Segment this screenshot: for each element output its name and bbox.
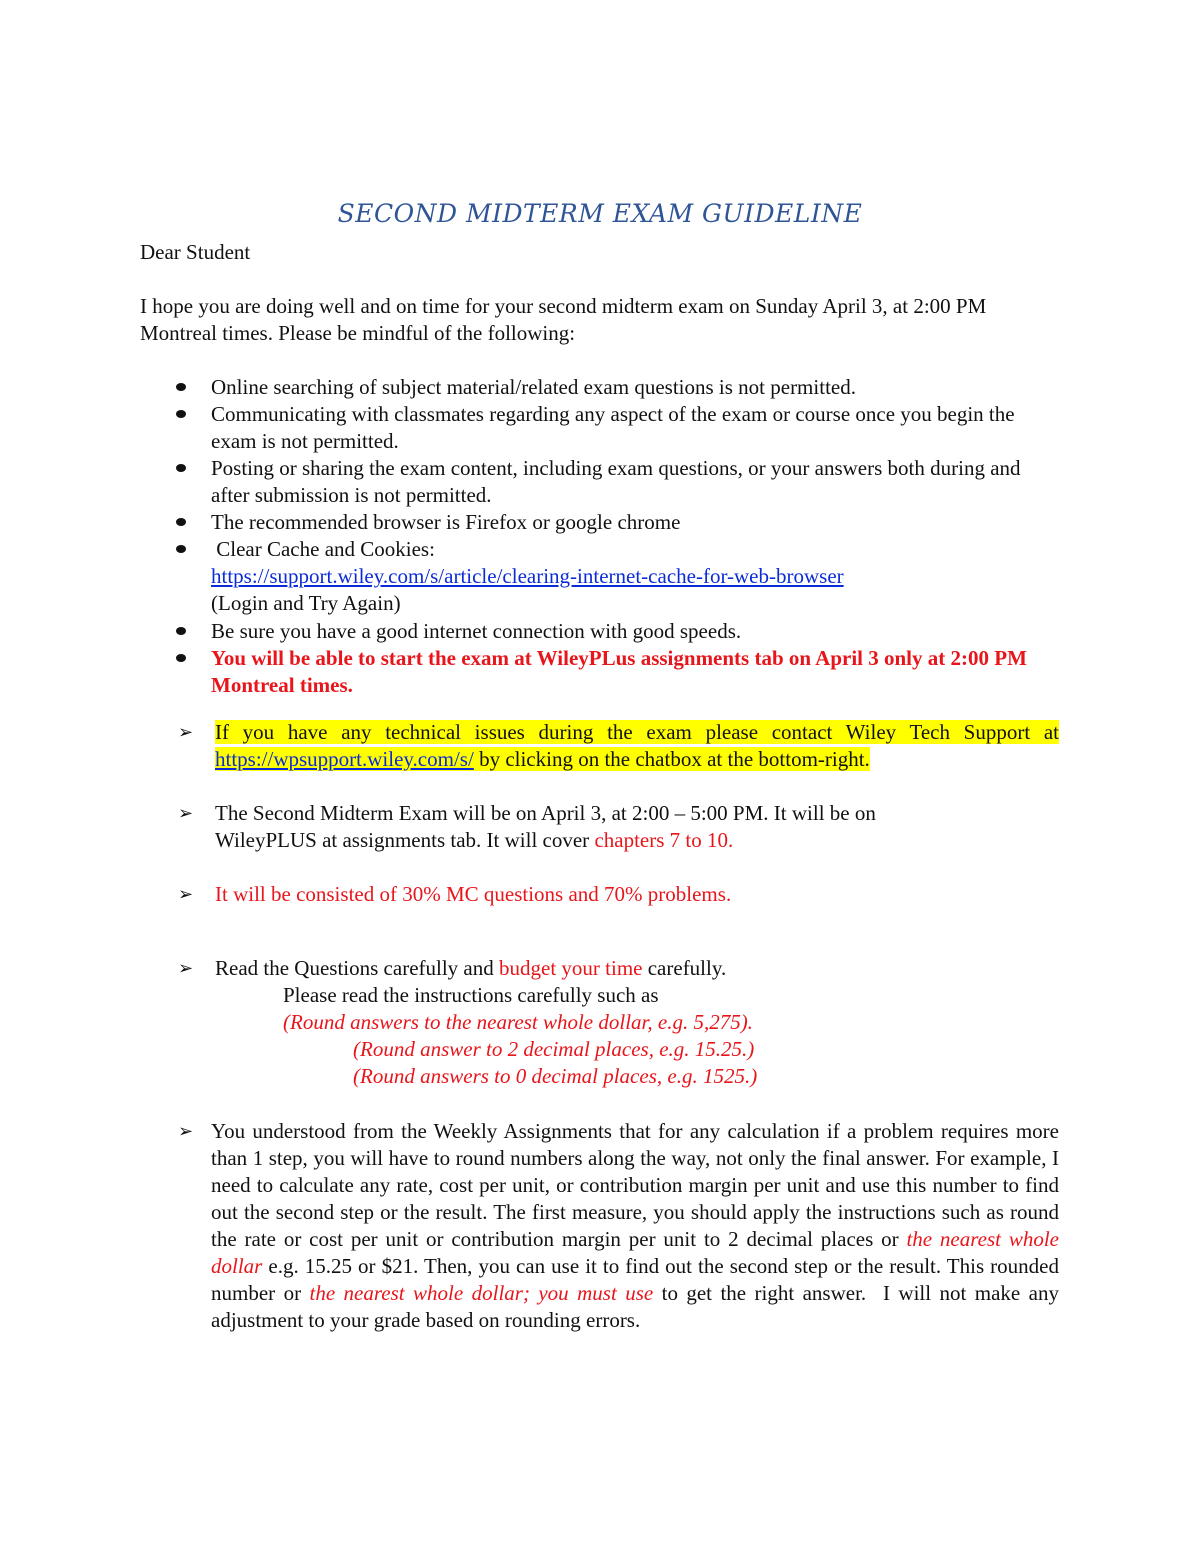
bullet-dot-icon xyxy=(176,383,186,391)
rounding-item xyxy=(211,1118,1065,1334)
example-round-dollar: (Round answers to the nearest whole dollar, e.g. 5,275). xyxy=(283,1010,753,1034)
rounding-text-1: You understood from the Weekly Assignments that for any calculation if a problem requires more than 1 step, you will have to round numbers along the way, not only the final answer. For example, I need to calculate any rate, cost per unit, or contribution margin per unit and use this number to find out the second step or the result. The first measure, you should apply the instructions such as round the rate or cost per unit or contribution margin per unit to 2 decimal places or xyxy=(211,1119,1059,1251)
bullet-item: Posting or sharing the exam content, including exam questions, or your answers both during and after submission is not permitted. xyxy=(211,456,1021,507)
bullet-item: Be sure you have a good internet connection with good speeds. xyxy=(211,619,742,643)
example-round-2-decimals: (Round answer to 2 decimal places, e.g. 15.25.) xyxy=(353,1037,755,1061)
arrow-bullet-icon: ➢ xyxy=(178,722,194,743)
intro-paragraph: I hope you are doing well and on time for your second midterm exam on Sunday April 3, at 2:00 PM Montreal times. Please be mindful of the following: xyxy=(140,294,987,345)
rounding-text-2: e.g. 15.25 or $21. Then, you can use it to find out the second step or the result. This rounded number or xyxy=(211,1254,1059,1305)
schedule-item xyxy=(215,800,975,854)
bullet-dot-icon xyxy=(176,464,186,472)
tech-support-tail: by clicking on the chatbox at the bottom-right. xyxy=(473,747,870,771)
bullet-dot-icon xyxy=(176,518,186,526)
arrow-bullet-icon: ➢ xyxy=(178,958,194,979)
greeting: Dear Student xyxy=(140,240,251,264)
arrow-bullet-icon: ➢ xyxy=(178,803,194,824)
arrow-bullet-icon: ➢ xyxy=(178,884,194,905)
read-end: carefully. xyxy=(642,956,727,980)
tech-support-item xyxy=(215,719,1059,773)
bullet-item: The recommended browser is Firefox or google chrome xyxy=(211,510,681,534)
arrow-bullet-icon: ➢ xyxy=(178,1121,194,1142)
tech-support-link[interactable]: https://wpsupport.wiley.com/s/ xyxy=(215,747,474,771)
bullet-item-start-time: You will be able to start the exam at WileyPLus assignments tab on April 3 only at 2:00 PM Montreal times. xyxy=(211,646,1027,697)
schedule-text: The Second Midterm Exam will be on April 3, at 2:00 – 5:00 PM. It will be on WileyPLUS at assignments tab. It will cover xyxy=(215,801,876,852)
read-start: Read the Questions carefully and xyxy=(215,956,499,980)
read-instructions: Please read the instructions carefully such as xyxy=(283,983,659,1007)
cache-label: Clear Cache and Cookies: xyxy=(211,537,435,561)
bullet-dot-icon xyxy=(176,654,186,662)
rounding-emphasis-2: the nearest whole dollar; you must use xyxy=(309,1281,654,1305)
schedule-chapters: chapters 7 to 10. xyxy=(594,828,734,852)
tech-support-text: If you have any technical issues during the exam please contact Wiley Tech Support at xyxy=(215,720,1059,744)
bullet-item: Communicating with classmates regarding any aspect of the exam or course once you begin the exam is not permitted. xyxy=(211,402,1015,453)
bullet-item-cache xyxy=(211,536,1059,617)
cache-note: (Login and Try Again) xyxy=(211,591,401,615)
read-item xyxy=(215,955,1059,982)
rounding-text-3: to get the right answer. I will not make any adjustment to your grade based on rounding errors. xyxy=(211,1281,1065,1332)
example-round-0-decimals: (Round answers to 0 decimal places, e.g. 1525.) xyxy=(353,1064,758,1088)
read-budget: budget your time xyxy=(499,956,643,980)
bullet-dot-icon xyxy=(176,410,186,418)
rounding-emphasis-1: the nearest whole dollar xyxy=(211,1227,1059,1278)
bullet-dot-icon xyxy=(176,627,186,635)
composition-item: It will be consisted of 30% MC questions and 70% problems. xyxy=(215,882,732,906)
cache-help-link[interactable]: https://support.wiley.com/s/article/clearing-internet-cache-for-web-browser xyxy=(211,564,844,588)
page-title: SECOND MIDTERM EXAM GUIDELINE xyxy=(337,199,863,228)
bullet-dot-icon xyxy=(176,545,186,553)
bullet-item: Online searching of subject material/related exam questions is not permitted. xyxy=(211,375,856,399)
